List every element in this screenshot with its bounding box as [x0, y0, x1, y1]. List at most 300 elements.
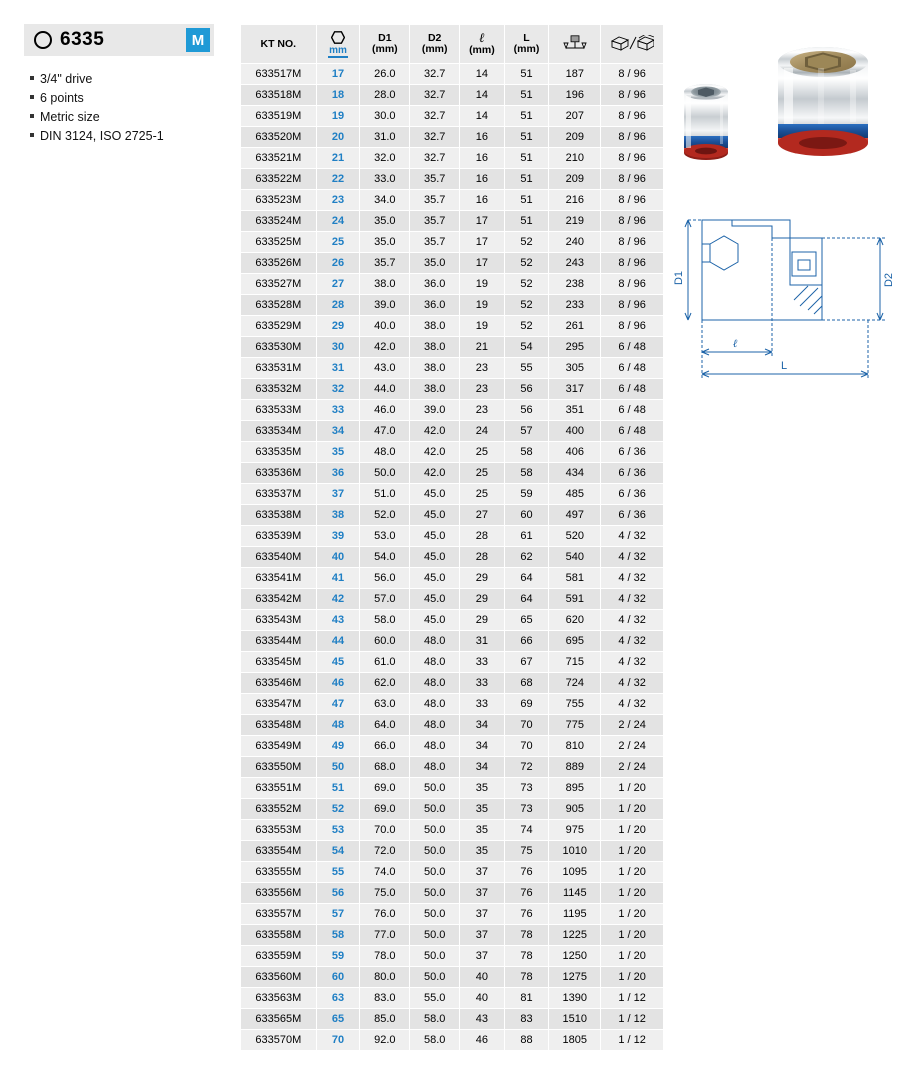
cell-d2: 32.7 [410, 64, 460, 85]
cell-weight: 695 [549, 631, 601, 652]
cell-packaging: 8 / 96 [601, 232, 664, 253]
feature-label: Metric size [40, 110, 100, 124]
cell-kt-no: 633553M [241, 820, 317, 841]
cell-packaging: 6 / 36 [601, 505, 664, 526]
table-row [241, 988, 664, 1009]
cell-packaging: 1 / 20 [601, 799, 664, 820]
cell-d2: 38.0 [410, 337, 460, 358]
cell-kt-no: 633540M [241, 547, 317, 568]
cell-d1: 76.0 [360, 904, 410, 925]
cell-kt-no: 633565M [241, 1009, 317, 1030]
cell-l-small: 35 [460, 778, 505, 799]
cell-d1: 33.0 [360, 169, 410, 190]
cell-kt-no: 633552M [241, 799, 317, 820]
table-row [241, 106, 664, 127]
cell-packaging: 8 / 96 [601, 148, 664, 169]
cell-size: 58 [316, 925, 360, 946]
cell-l-big: 81 [504, 988, 549, 1009]
cell-packaging: 4 / 32 [601, 610, 664, 631]
cell-packaging: 4 / 32 [601, 526, 664, 547]
cell-l-small: 46 [460, 1030, 505, 1051]
cell-size: 21 [316, 148, 360, 169]
header-d1: D1 (mm) [360, 25, 410, 64]
cell-weight: 1195 [549, 904, 601, 925]
cell-packaging: 6 / 48 [601, 400, 664, 421]
dim-label-d1: D1 [673, 270, 685, 286]
cell-l-big: 51 [504, 127, 549, 148]
cell-kt-no: 633550M [241, 757, 317, 778]
cell-kt-no: 633547M [241, 694, 317, 715]
cell-l-small: 33 [460, 673, 505, 694]
cell-size: 42 [316, 589, 360, 610]
cell-kt-no: 633570M [241, 1030, 317, 1051]
cell-d2: 50.0 [410, 946, 460, 967]
cell-weight: 209 [549, 127, 601, 148]
cell-size: 57 [316, 904, 360, 925]
cell-l-big: 64 [504, 568, 549, 589]
cell-l-big: 52 [504, 316, 549, 337]
cell-d1: 60.0 [360, 631, 410, 652]
cell-kt-no: 633535M [241, 442, 317, 463]
cell-l-big: 70 [504, 715, 549, 736]
header-l-small: ℓ (mm) [460, 25, 505, 64]
cell-packaging: 8 / 96 [601, 85, 664, 106]
cell-d2: 58.0 [410, 1009, 460, 1030]
socket-photo-vector [672, 24, 896, 174]
cell-kt-no: 633560M [241, 967, 317, 988]
cell-size: 45 [316, 652, 360, 673]
cell-kt-no: 633545M [241, 652, 317, 673]
cell-l-big: 51 [504, 211, 549, 232]
cell-l-big: 52 [504, 295, 549, 316]
cell-size: 34 [316, 421, 360, 442]
cell-d2: 35.7 [410, 211, 460, 232]
table-row [241, 526, 664, 547]
cell-packaging: 4 / 32 [601, 568, 664, 589]
table-row [241, 841, 664, 862]
cell-kt-no: 633519M [241, 106, 317, 127]
cell-d1: 85.0 [360, 1009, 410, 1030]
cell-weight: 434 [549, 463, 601, 484]
cell-kt-no: 633548M [241, 715, 317, 736]
cell-packaging: 1 / 20 [601, 862, 664, 883]
specification-table [240, 24, 664, 1051]
header-size [316, 25, 360, 64]
cell-weight: 238 [549, 274, 601, 295]
cell-packaging: 4 / 32 [601, 694, 664, 715]
cell-d1: 69.0 [360, 778, 410, 799]
table-row [241, 736, 664, 757]
cell-kt-no: 633558M [241, 925, 317, 946]
cell-l-big: 58 [504, 442, 549, 463]
table-row [241, 778, 664, 799]
cell-l-small: 40 [460, 967, 505, 988]
cell-l-small: 37 [460, 904, 505, 925]
cell-l-big: 54 [504, 337, 549, 358]
cell-weight: 755 [549, 694, 601, 715]
cell-d1: 62.0 [360, 673, 410, 694]
cell-weight: 889 [549, 757, 601, 778]
cell-l-small: 25 [460, 484, 505, 505]
cell-l-big: 76 [504, 904, 549, 925]
bullet-square-icon [30, 114, 34, 118]
circle-icon [34, 31, 52, 49]
cell-size: 28 [316, 295, 360, 316]
cell-size: 22 [316, 169, 360, 190]
cell-kt-no: 633533M [241, 400, 317, 421]
table-row [241, 568, 664, 589]
cell-l-small: 16 [460, 169, 505, 190]
cell-weight: 233 [549, 295, 601, 316]
cell-l-big: 55 [504, 358, 549, 379]
cell-kt-no: 633524M [241, 211, 317, 232]
cell-d2: 42.0 [410, 421, 460, 442]
cell-l-big: 76 [504, 883, 549, 904]
cell-weight: 219 [549, 211, 601, 232]
cell-weight: 1510 [549, 1009, 601, 1030]
box-packaging-icon [610, 35, 654, 51]
socket-technical-drawing [672, 200, 896, 420]
cell-kt-no: 633543M [241, 610, 317, 631]
cell-d2: 35.7 [410, 232, 460, 253]
cell-kt-no: 633559M [241, 946, 317, 967]
table-row [241, 1030, 664, 1051]
table-row [241, 610, 664, 631]
cell-l-small: 16 [460, 148, 505, 169]
table-body [241, 64, 664, 1051]
table-row [241, 190, 664, 211]
cell-d1: 26.0 [360, 64, 410, 85]
cell-weight: 196 [549, 85, 601, 106]
cell-l-small: 17 [460, 232, 505, 253]
cell-size: 48 [316, 715, 360, 736]
cell-weight: 775 [549, 715, 601, 736]
cell-size: 32 [316, 379, 360, 400]
cell-l-big: 64 [504, 589, 549, 610]
list-item [30, 89, 214, 108]
cell-weight: 317 [549, 379, 601, 400]
cell-d1: 54.0 [360, 547, 410, 568]
cell-d1: 35.0 [360, 232, 410, 253]
cell-l-small: 14 [460, 64, 505, 85]
cell-d1: 92.0 [360, 1030, 410, 1051]
cell-d2: 39.0 [410, 400, 460, 421]
cell-size: 59 [316, 946, 360, 967]
cell-l-big: 76 [504, 862, 549, 883]
bullet-square-icon [30, 76, 34, 80]
list-item [30, 108, 214, 127]
table-row [241, 379, 664, 400]
cell-packaging: 4 / 32 [601, 652, 664, 673]
cell-kt-no: 633537M [241, 484, 317, 505]
cell-size: 24 [316, 211, 360, 232]
cell-l-big: 51 [504, 106, 549, 127]
cell-d2: 50.0 [410, 904, 460, 925]
feature-label: DIN 3124, ISO 2725-1 [40, 129, 164, 143]
cell-weight: 1390 [549, 988, 601, 1009]
cell-size: 20 [316, 127, 360, 148]
cell-d2: 45.0 [410, 589, 460, 610]
cell-d2: 45.0 [410, 505, 460, 526]
dim-label-l-small: ℓ [732, 338, 738, 350]
cell-l-small: 29 [460, 589, 505, 610]
cell-l-big: 72 [504, 757, 549, 778]
cell-l-small: 31 [460, 631, 505, 652]
cell-d1: 64.0 [360, 715, 410, 736]
table-row [241, 883, 664, 904]
cell-d2: 50.0 [410, 778, 460, 799]
dim-label-d2: D2 [883, 272, 895, 288]
cell-d2: 32.7 [410, 148, 460, 169]
table-row [241, 484, 664, 505]
cell-packaging: 1 / 20 [601, 883, 664, 904]
bullet-square-icon [30, 95, 34, 99]
cell-kt-no: 633532M [241, 379, 317, 400]
cell-l-small: 34 [460, 715, 505, 736]
cell-weight: 240 [549, 232, 601, 253]
cell-d2: 32.7 [410, 85, 460, 106]
cell-l-big: 70 [504, 736, 549, 757]
cell-kt-no: 633525M [241, 232, 317, 253]
cell-d2: 45.0 [410, 547, 460, 568]
cell-l-small: 23 [460, 358, 505, 379]
cell-weight: 591 [549, 589, 601, 610]
cell-packaging: 6 / 36 [601, 442, 664, 463]
cell-d2: 55.0 [410, 988, 460, 1009]
cell-size: 44 [316, 631, 360, 652]
table-row [241, 337, 664, 358]
cell-size: 60 [316, 967, 360, 988]
cell-d2: 32.7 [410, 127, 460, 148]
cell-weight: 210 [549, 148, 601, 169]
cell-d2: 45.0 [410, 526, 460, 547]
cell-d1: 44.0 [360, 379, 410, 400]
cell-weight: 261 [549, 316, 601, 337]
dim-label-l-big: L [780, 360, 788, 372]
cell-l-small: 24 [460, 421, 505, 442]
feature-label: 6 points [40, 91, 84, 105]
cell-l-big: 68 [504, 673, 549, 694]
cell-d2: 48.0 [410, 715, 460, 736]
table-row [241, 274, 664, 295]
cell-d1: 35.7 [360, 253, 410, 274]
table-row [241, 967, 664, 988]
cell-weight: 209 [549, 169, 601, 190]
cell-d2: 48.0 [410, 736, 460, 757]
cell-weight: 187 [549, 64, 601, 85]
cell-d1: 28.0 [360, 85, 410, 106]
cell-size: 31 [316, 358, 360, 379]
hexagon-icon [331, 31, 345, 44]
table-row [241, 946, 664, 967]
cell-l-small: 16 [460, 190, 505, 211]
cell-l-big: 60 [504, 505, 549, 526]
cell-kt-no: 633556M [241, 883, 317, 904]
cell-l-big: 52 [504, 253, 549, 274]
cell-packaging: 4 / 32 [601, 673, 664, 694]
cell-kt-no: 633534M [241, 421, 317, 442]
cell-d1: 43.0 [360, 358, 410, 379]
table-row [241, 148, 664, 169]
cell-d1: 48.0 [360, 442, 410, 463]
cell-kt-no: 633555M [241, 862, 317, 883]
cell-kt-no: 633518M [241, 85, 317, 106]
cell-l-big: 73 [504, 778, 549, 799]
cell-size: 50 [316, 757, 360, 778]
cell-l-small: 16 [460, 127, 505, 148]
cell-size: 19 [316, 106, 360, 127]
table-row [241, 169, 664, 190]
cell-l-small: 28 [460, 526, 505, 547]
cell-weight: 1225 [549, 925, 601, 946]
cell-weight: 207 [549, 106, 601, 127]
cell-d1: 78.0 [360, 946, 410, 967]
table-row [241, 862, 664, 883]
small-chrome-socket [684, 84, 728, 160]
cell-packaging: 2 / 24 [601, 736, 664, 757]
cell-weight: 520 [549, 526, 601, 547]
cell-d1: 51.0 [360, 484, 410, 505]
cell-packaging: 1 / 12 [601, 1030, 664, 1051]
table-row [241, 904, 664, 925]
cell-packaging: 8 / 96 [601, 274, 664, 295]
cell-kt-no: 633521M [241, 148, 317, 169]
cell-kt-no: 633527M [241, 274, 317, 295]
table-header [241, 25, 664, 64]
cell-packaging: 6 / 48 [601, 337, 664, 358]
table-row [241, 211, 664, 232]
cell-l-small: 28 [460, 547, 505, 568]
cell-l-small: 14 [460, 106, 505, 127]
cell-kt-no: 633523M [241, 190, 317, 211]
table-row [241, 757, 664, 778]
cell-size: 49 [316, 736, 360, 757]
cell-d1: 53.0 [360, 526, 410, 547]
cell-d1: 56.0 [360, 568, 410, 589]
cell-size: 29 [316, 316, 360, 337]
table-row [241, 673, 664, 694]
cell-d1: 31.0 [360, 127, 410, 148]
cell-kt-no: 633542M [241, 589, 317, 610]
cell-d2: 45.0 [410, 610, 460, 631]
header-d2: D2 (mm) [410, 25, 460, 64]
table-row [241, 799, 664, 820]
cell-l-big: 69 [504, 694, 549, 715]
table-row [241, 925, 664, 946]
table-row [241, 715, 664, 736]
cell-l-big: 51 [504, 64, 549, 85]
cell-l-small: 34 [460, 757, 505, 778]
cell-l-small: 21 [460, 337, 505, 358]
cell-packaging: 1 / 20 [601, 904, 664, 925]
cell-d1: 61.0 [360, 652, 410, 673]
cell-packaging: 1 / 20 [601, 925, 664, 946]
cell-d1: 83.0 [360, 988, 410, 1009]
cell-d2: 42.0 [410, 463, 460, 484]
cell-size: 25 [316, 232, 360, 253]
cell-weight: 905 [549, 799, 601, 820]
cell-l-small: 37 [460, 925, 505, 946]
cell-size: 52 [316, 799, 360, 820]
list-item [30, 127, 214, 146]
cell-weight: 581 [549, 568, 601, 589]
cell-size: 47 [316, 694, 360, 715]
cell-size: 55 [316, 862, 360, 883]
cell-d2: 58.0 [410, 1030, 460, 1051]
cell-weight: 216 [549, 190, 601, 211]
cell-packaging: 6 / 48 [601, 358, 664, 379]
cell-size: 51 [316, 778, 360, 799]
cell-d1: 74.0 [360, 862, 410, 883]
cell-packaging: 2 / 24 [601, 715, 664, 736]
cell-l-big: 78 [504, 967, 549, 988]
technical-drawing-vector [672, 200, 896, 420]
cell-size: 27 [316, 274, 360, 295]
cell-d2: 50.0 [410, 820, 460, 841]
cell-kt-no: 633541M [241, 568, 317, 589]
table-row [241, 505, 664, 526]
cell-l-big: 51 [504, 190, 549, 211]
cell-size: 26 [316, 253, 360, 274]
cell-l-big: 56 [504, 400, 549, 421]
cell-size: 43 [316, 610, 360, 631]
cell-d1: 35.0 [360, 211, 410, 232]
cell-kt-no: 633538M [241, 505, 317, 526]
cell-packaging: 4 / 32 [601, 589, 664, 610]
table-row [241, 253, 664, 274]
cell-l-small: 14 [460, 85, 505, 106]
cell-l-big: 52 [504, 274, 549, 295]
cell-weight: 540 [549, 547, 601, 568]
cell-l-big: 57 [504, 421, 549, 442]
table-row [241, 421, 664, 442]
table-row [241, 631, 664, 652]
cell-l-small: 35 [460, 799, 505, 820]
cell-d1: 57.0 [360, 589, 410, 610]
cell-l-small: 40 [460, 988, 505, 1009]
cell-size: 35 [316, 442, 360, 463]
table-row [241, 547, 664, 568]
cell-size: 70 [316, 1030, 360, 1051]
cell-packaging: 2 / 24 [601, 757, 664, 778]
cell-d1: 47.0 [360, 421, 410, 442]
cell-packaging: 6 / 36 [601, 463, 664, 484]
cell-weight: 305 [549, 358, 601, 379]
cell-d1: 70.0 [360, 820, 410, 841]
cell-d1: 39.0 [360, 295, 410, 316]
cell-l-small: 19 [460, 295, 505, 316]
cell-packaging: 8 / 96 [601, 295, 664, 316]
cell-d2: 32.7 [410, 106, 460, 127]
cell-l-big: 51 [504, 169, 549, 190]
cell-l-big: 78 [504, 925, 549, 946]
cell-l-big: 51 [504, 85, 549, 106]
cell-kt-no: 633517M [241, 64, 317, 85]
cell-kt-no: 633551M [241, 778, 317, 799]
cell-d2: 48.0 [410, 694, 460, 715]
cell-weight: 724 [549, 673, 601, 694]
cell-d2: 48.0 [410, 673, 460, 694]
cell-size: 54 [316, 841, 360, 862]
cell-packaging: 8 / 96 [601, 316, 664, 337]
cell-d2: 38.0 [410, 379, 460, 400]
table-row [241, 232, 664, 253]
cell-d2: 35.0 [410, 253, 460, 274]
cell-kt-no: 633536M [241, 463, 317, 484]
cell-l-small: 37 [460, 862, 505, 883]
cell-size: 39 [316, 526, 360, 547]
table-row [241, 85, 664, 106]
